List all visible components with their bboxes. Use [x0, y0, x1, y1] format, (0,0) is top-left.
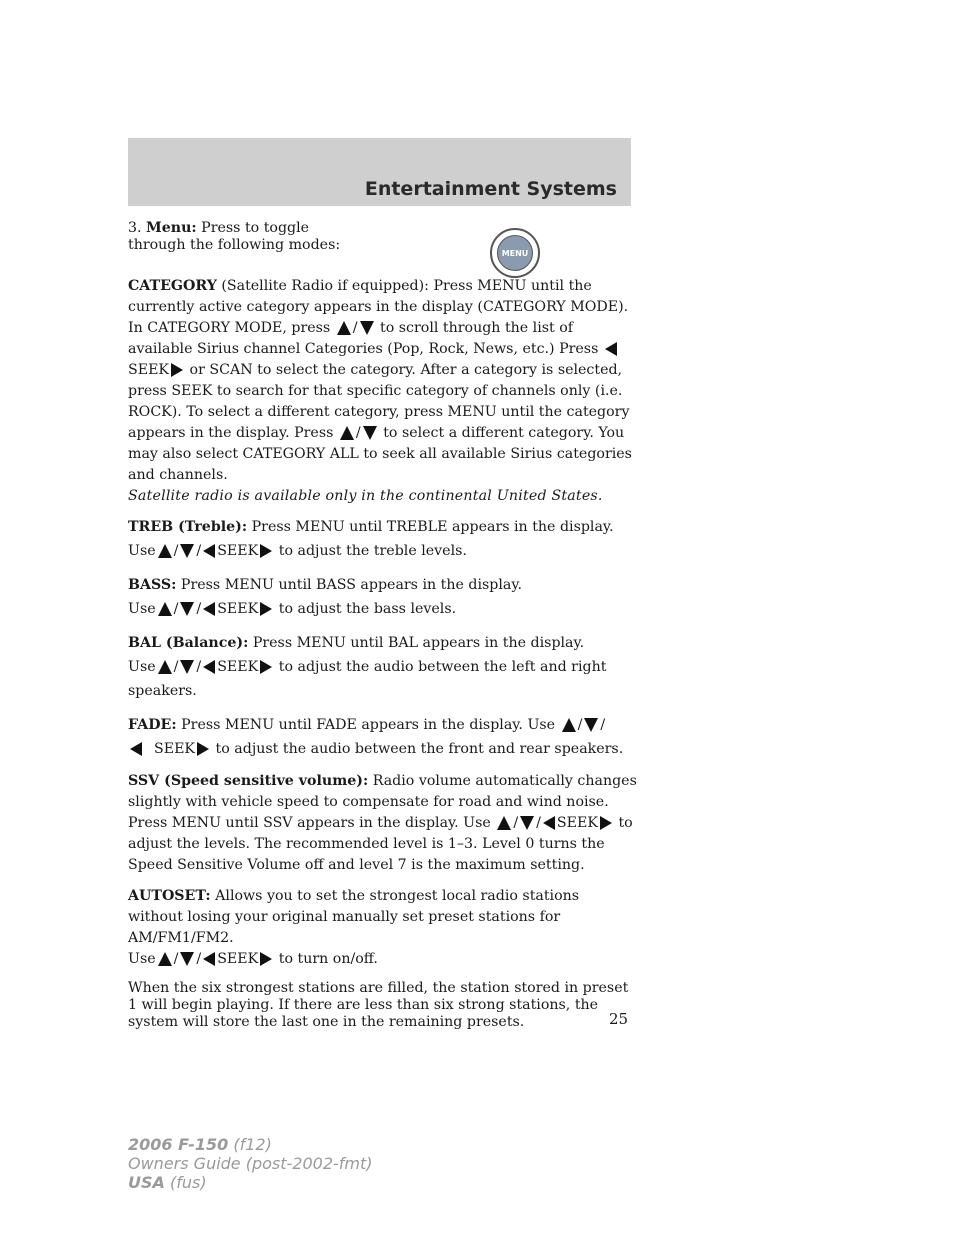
- bass-term: BASS:: [128, 577, 177, 593]
- seek-label: SEEK: [556, 815, 598, 831]
- seek-right-icon: [600, 816, 612, 830]
- treb-text: Press MENU until TREBLE appears in the display.: [247, 519, 614, 535]
- bass-paragraph: BASS: Press MENU until BASS appears in the display. Use / / SEEK to adjust the bass levels.: [128, 577, 523, 617]
- bal-paragraph: BAL (Balance): Press MENU until BAL appears in the display. Use / / SEEK to adjust the audio between the left and right speakers.: [128, 635, 607, 699]
- footer: [128, 1135, 373, 1192]
- seek-right-icon: [260, 544, 272, 558]
- seek-left-icon: [203, 602, 215, 616]
- category-paragraph: CATEGORY (Satellite Radio if equipped): Press MENU until the currently active category appears in the display (CATEGORY MODE). In CATEGORY MODE, press / to scroll through the list of available Sirius channel Categories (Pop, Rock, News, etc.) Press SEEK or SCAN to select the category. After a category is selected, press SEEK to search for that specific category of channels only (i.e. ROCK). To select a different category, press MENU until the category appears in the display. Press / to select a different category. You may also select CATEGORY ALL to seek all available Sirius categories and channels.: [128, 278, 632, 483]
- up-arrow-icon: [497, 816, 511, 830]
- seek-left-icon: [203, 660, 215, 674]
- down-arrow-icon: [520, 816, 534, 830]
- down-arrow-icon: [180, 602, 194, 616]
- down-arrow-icon: [360, 321, 374, 335]
- spacer: [128, 264, 638, 276]
- fade-rest: to adjust the audio between the front and rear speakers.: [211, 741, 624, 757]
- autoset-paragraph: AUTOSET: Allows you to set the strongest local radio stations without losing your original manually set preset stations for AM/FM1/FM2. Use / / SEEK to turn on/off.: [128, 888, 580, 967]
- category-text-4: to select a different category. You may also select CATEGORY ALL to seek all available Sirius categories and channels.: [128, 425, 632, 483]
- use-label: Use: [128, 543, 156, 559]
- fade-paragraph: FADE: Press MENU until FADE appears in the display. Use / / SEEK to adjust the audio between the front and rear speakers.: [128, 717, 624, 757]
- seek-left-icon: [605, 342, 617, 356]
- header-band: [128, 138, 631, 206]
- treb-paragraph: TREB (Treble): Press MENU until TREBLE appears in the display. Use / / SEEK to adjust the treble levels.: [128, 519, 614, 559]
- ssv-text: Radio volume automatically changes slightly with vehicle speed to compensate for road and wind noise. Press MENU until SSV appears in the display. Use: [128, 773, 637, 831]
- down-arrow-icon: [180, 660, 194, 674]
- ssv-paragraph: SSV (Speed sensitive volume): Radio volume automatically changes slightly with vehicle speed to compensate for road and wind noise. Press MENU until SSV appears in the display. Use / / SEEK to adjust the levels. The recommended level is 1–3. Level 0 turns the Speed Sensitive Volume off and level 7 is the maximum setting.: [128, 773, 637, 873]
- category-text-3: or SCAN to select the category. After a category is selected, press SEEK to search for that specific category of channels only (i.e. ROCK). To select a different category, press MENU until the category appears in the display. Press: [128, 362, 630, 441]
- intro-text: Press to toggle through the following modes:: [128, 220, 341, 253]
- seek-label: SEEK: [128, 362, 170, 378]
- up-arrow-icon: [337, 321, 351, 335]
- menu-term: Menu:: [146, 220, 197, 236]
- ssv-term: SSV (Speed sensitive volume):: [128, 773, 369, 789]
- seek-left-icon: [203, 544, 215, 558]
- down-arrow-icon: [363, 426, 377, 440]
- fade-term: FADE:: [128, 717, 177, 733]
- seek-label: SEEK: [217, 659, 259, 675]
- closing-paragraph: When the six strongest stations are filled, the station stored in preset 1 will begin playing. If there are less than six strong stations, the system will store the last one in the remaining presets.: [128, 980, 629, 1030]
- footer-market: USA: [128, 1173, 165, 1192]
- seek-label: SEEK: [217, 601, 259, 617]
- footer-model-code: (f12): [228, 1135, 272, 1154]
- category-text-1: (Satellite Radio if equipped): Press MENU until the currently active category appears in the display (CATEGORY MODE). In CATEGORY MODE, press: [128, 278, 629, 336]
- bal-rest: to adjust the audio between the left and right speakers.: [128, 659, 607, 699]
- footer-market-code: (fus): [164, 1173, 207, 1192]
- use-label: Use: [128, 951, 156, 967]
- autoset-term: AUTOSET:: [128, 888, 211, 904]
- seek-right-icon: [260, 952, 272, 966]
- seek-left-icon: [203, 952, 215, 966]
- down-arrow-icon: [180, 952, 194, 966]
- footer-line-3: [128, 1173, 373, 1192]
- seek-label: SEEK: [217, 543, 259, 559]
- category-text-2: to scroll through the list of available Sirius channel Categories (Pop, Rock, News, etc.) Press: [128, 320, 603, 357]
- body-text: [128, 220, 638, 1041]
- page-number: 25: [609, 1010, 629, 1028]
- autoset-text: Allows you to set the strongest local radio stations without losing your original manually set preset stations for AM/FM1/FM2.: [128, 888, 580, 946]
- up-arrow-icon: [158, 602, 172, 616]
- up-arrow-icon: [158, 660, 172, 674]
- footer-line-2: Owners Guide (post-2002-fmt): [128, 1154, 373, 1173]
- ssv-rest: to adjust the levels. The recommended level is 1–3. Level 0 turns the Speed Sensitive Volume off and level 7 is the maximum setting.: [128, 815, 633, 873]
- use-label: Use: [128, 601, 156, 617]
- footer-line-1: [128, 1135, 373, 1154]
- up-arrow-icon: [158, 952, 172, 966]
- treb-term: TREB (Treble):: [128, 519, 248, 535]
- use-label: Use: [128, 659, 156, 675]
- treb-rest: to adjust the treble levels.: [274, 543, 467, 559]
- footer-model: 2006 F-150: [128, 1135, 229, 1154]
- section-title: Entertainment Systems: [364, 178, 617, 200]
- seek-right-icon: [171, 363, 183, 377]
- seek-left-icon: [130, 742, 142, 756]
- bal-term: BAL (Balance):: [128, 635, 249, 651]
- seek-left-icon: [543, 816, 555, 830]
- down-arrow-icon: [584, 718, 598, 732]
- bass-text: Press MENU until BASS appears in the display.: [176, 577, 523, 593]
- seek-right-icon: [260, 660, 272, 674]
- seek-right-icon: [260, 602, 272, 616]
- bass-rest: to adjust the bass levels.: [274, 601, 457, 617]
- up-arrow-icon: [340, 426, 354, 440]
- up-arrow-icon: [158, 544, 172, 558]
- bal-text: Press MENU until BAL appears in the display.: [248, 635, 585, 651]
- intro-paragraph: [128, 220, 368, 254]
- satellite-note: Satellite radio is available only in the continental United States.: [128, 488, 603, 504]
- menu-button-label: MENU: [497, 235, 533, 271]
- intro-number: 3.: [128, 220, 147, 236]
- seek-right-icon: [197, 742, 209, 756]
- down-arrow-icon: [180, 544, 194, 558]
- seek-label: SEEK: [217, 951, 259, 967]
- fade-text: Press MENU until FADE appears in the display. Use: [176, 717, 560, 733]
- seek-label: SEEK: [154, 741, 196, 757]
- category-term: CATEGORY: [128, 278, 217, 294]
- up-arrow-icon: [562, 718, 576, 732]
- autoset-rest: to turn on/off.: [274, 951, 378, 967]
